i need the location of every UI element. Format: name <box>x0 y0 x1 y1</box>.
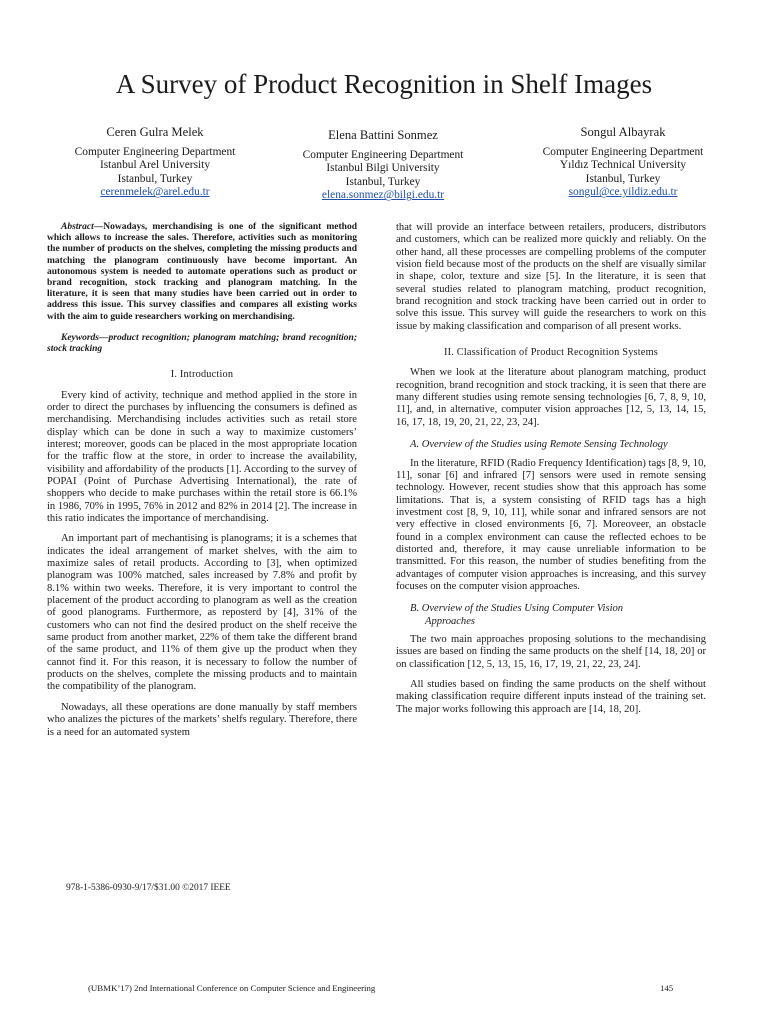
author-city: Istanbul, Turkey <box>585 172 661 185</box>
right-column <box>396 222 706 724</box>
author-email-link[interactable]: songul@ce.yildiz.edu.tr <box>568 186 678 199</box>
author-dept: Computer Engineering Department <box>74 145 236 158</box>
paragraph: An important part of mechantising is planograms; it is a schemes that indicates the ideal arrangement of market shelves, with the aim to maximize sales of retail products. According to [3], when optimized planogram was 100% matched, sales increased by 7.8% and profit by 8.1% within two weeks. Therefore, it is very important to control the placement of the product according to planogram as well as the creation of good planograms. Furthermore, as reposterd by [4], 31% of the customers who can not find the desired product on the shelf receive the same product from another market, 22% of them take the different brand of the same product, and 11% of them give up the product when they cannot find it. For this reason, it is necessary to follow the number of products on the shelves, complete the missing products and to maintain the compatibility of the planogram. <box>47 533 357 693</box>
paragraph: The two main approaches proposing solutions to the mechandising issues are based on finding the same products on the shelf [14, 18, 20] or on classification [12, 5, 13, 15, 16, 17, 19, 21, 22, 23, 24]. <box>396 633 706 670</box>
subsection-heading-line: Approaches <box>425 615 475 627</box>
subsection-heading-line: B. Overview of the Studies Using Computer Vision <box>410 603 624 615</box>
author-name: Ceren Gulra Melek <box>106 125 204 139</box>
author-email-link[interactable]: cerenmelek@arel.edu.tr <box>100 186 210 199</box>
section-heading: II. Classification of Product Recognition Systems <box>444 347 658 359</box>
paragraph: All studies based on finding the same products on the shelf without making classification require different inputs instead of the training set. The major works following this approach are [14, 18, 20]. <box>396 679 706 715</box>
author-name: Songul Albayrak <box>580 125 666 139</box>
page-number: 145 <box>660 983 674 993</box>
author-dept: Computer Engineering Department <box>302 148 464 161</box>
author-city: Istanbul, Turkey <box>345 175 421 188</box>
author-block-1 <box>30 126 280 200</box>
abstract <box>47 222 357 323</box>
author-city: Istanbul, Turkey <box>117 172 193 185</box>
abstract-label: Abstract <box>61 222 94 232</box>
author-univ: Istanbul Bilgi University <box>326 162 440 175</box>
keywords: Keywords—product recognition; planogram matching; brand recognition; stock tracking <box>47 332 357 355</box>
paragraph: When we look at the literature about planogram matching, product recognition, brand recognition and stock tracking, it is seen that there are many different studies using remote sensing technologies [6, 7, 8, 9, 10, 11], and, in alternative, computer vision approaches [12, 5, 13, 14, 15, 16, 17, 18, 19, 20, 21, 22, 23, 24]. <box>396 367 706 428</box>
author-univ: Istanbul Arel University <box>99 159 211 172</box>
author-block-2 <box>258 129 508 203</box>
section-heading: I. Introduction <box>170 369 234 381</box>
subsection-heading: A. Overview of the Studies using Remote Sensing Technology <box>410 439 668 451</box>
author-block-3 <box>498 126 748 200</box>
author-name: Elena Battini Sonmez <box>328 128 438 142</box>
copyright-notice: 978-1-5386-0930-9/17/$31.00 ©2017 IEEE <box>66 883 231 893</box>
author-dept: Computer Engineering Department <box>542 145 704 158</box>
author-email-link[interactable]: elena.sonmez@bilgi.edu.tr <box>321 189 445 202</box>
author-univ: Yıldız Technical University <box>559 159 687 172</box>
paragraph: Every kind of activity, technique and method applied in the store in order to direct the purchases by influencing the consumers is defined as merchandising. Merchandising includes activities such as retail store display which can be done in such a way to maximize customers’ interest; moreover, goods can be placed in the most appropriate location for the traffic flow at the store, in order to increase the availability, visibility and affordability of the products [1]. According to the survey of POPAI (Point of Purchase Advertising International), the rate of shoppers who decide to make purchases within the retail store is 66.1% in 1986, 70% in 1995, 76% in 2012 and 82% in 2014 [2]. The increase in this ratio indicates the importance of merchandising. <box>47 389 357 525</box>
paper-title: A Survey of Product Recognition in Shelf Images <box>115 69 653 99</box>
left-column <box>47 222 357 747</box>
subsection-heading <box>396 603 706 628</box>
conference-footer: (UBMK’17) 2nd International Conference on Computer Science and Engineering <box>88 983 376 993</box>
abstract-text: —Nowadays, merchandising is one of the significant method which allows to increase the sales. Therefore, activities such as monitoring the number of products on the shelves, completing the missing products and matching the planogram continuously have become important. An autonomous system is needed to automate operations such as product or brand recognition, stock tracking and planogram matching. In the literature, it is seen that many studies have been carried out in order to address this issue. This survey classifies and compares all existing works with the aim to guide researchers working on merchandising. <box>47 222 357 322</box>
paragraph: that will provide an interface between retailers, producers, distributors and customers, which can be realized more quickly and reliably. On the other hand, all these processes are compelling problems of the computer vision field because most of the products on the shelf are visually similar in shape, color, texture and size [5]. In the literature, it is seen that several studies related to planogram matching, product recognition, brand recognition and stock tracking have been carried out in order to solve this issue. This survey will guide the researchers to work on this issue by making classification and comparison of all present works. <box>396 222 706 332</box>
paragraph: In the literature, RFID (Radio Frequency Identification) tags [8, 9, 10, 11], sonar [6] and infrared [7] sensors were used in remote sensing technology. However, recent studies show that this approach has some limitations. That is, a system consisting of RFID tags has a high investment cost [8, 9, 10, 11], while sonar and infrared sensors are not very effective in closed environments [6, 7]. Moreoveer, an obstacle found in a complex environment can cause the reflected echoes to be distorted and, therefore, it may cause unreliable information to be transmitted. For this reason, the number of studies benefiting from the advantages of computer vision approaches is increasing, and this survey focuses on the computer vision approaches. <box>396 457 706 592</box>
paragraph: Nowadays, all these operations are done manually by staff members who analizes the pictures of the markets’ shelfs regulary. Therefore, there is a need for an automated system <box>47 701 357 738</box>
